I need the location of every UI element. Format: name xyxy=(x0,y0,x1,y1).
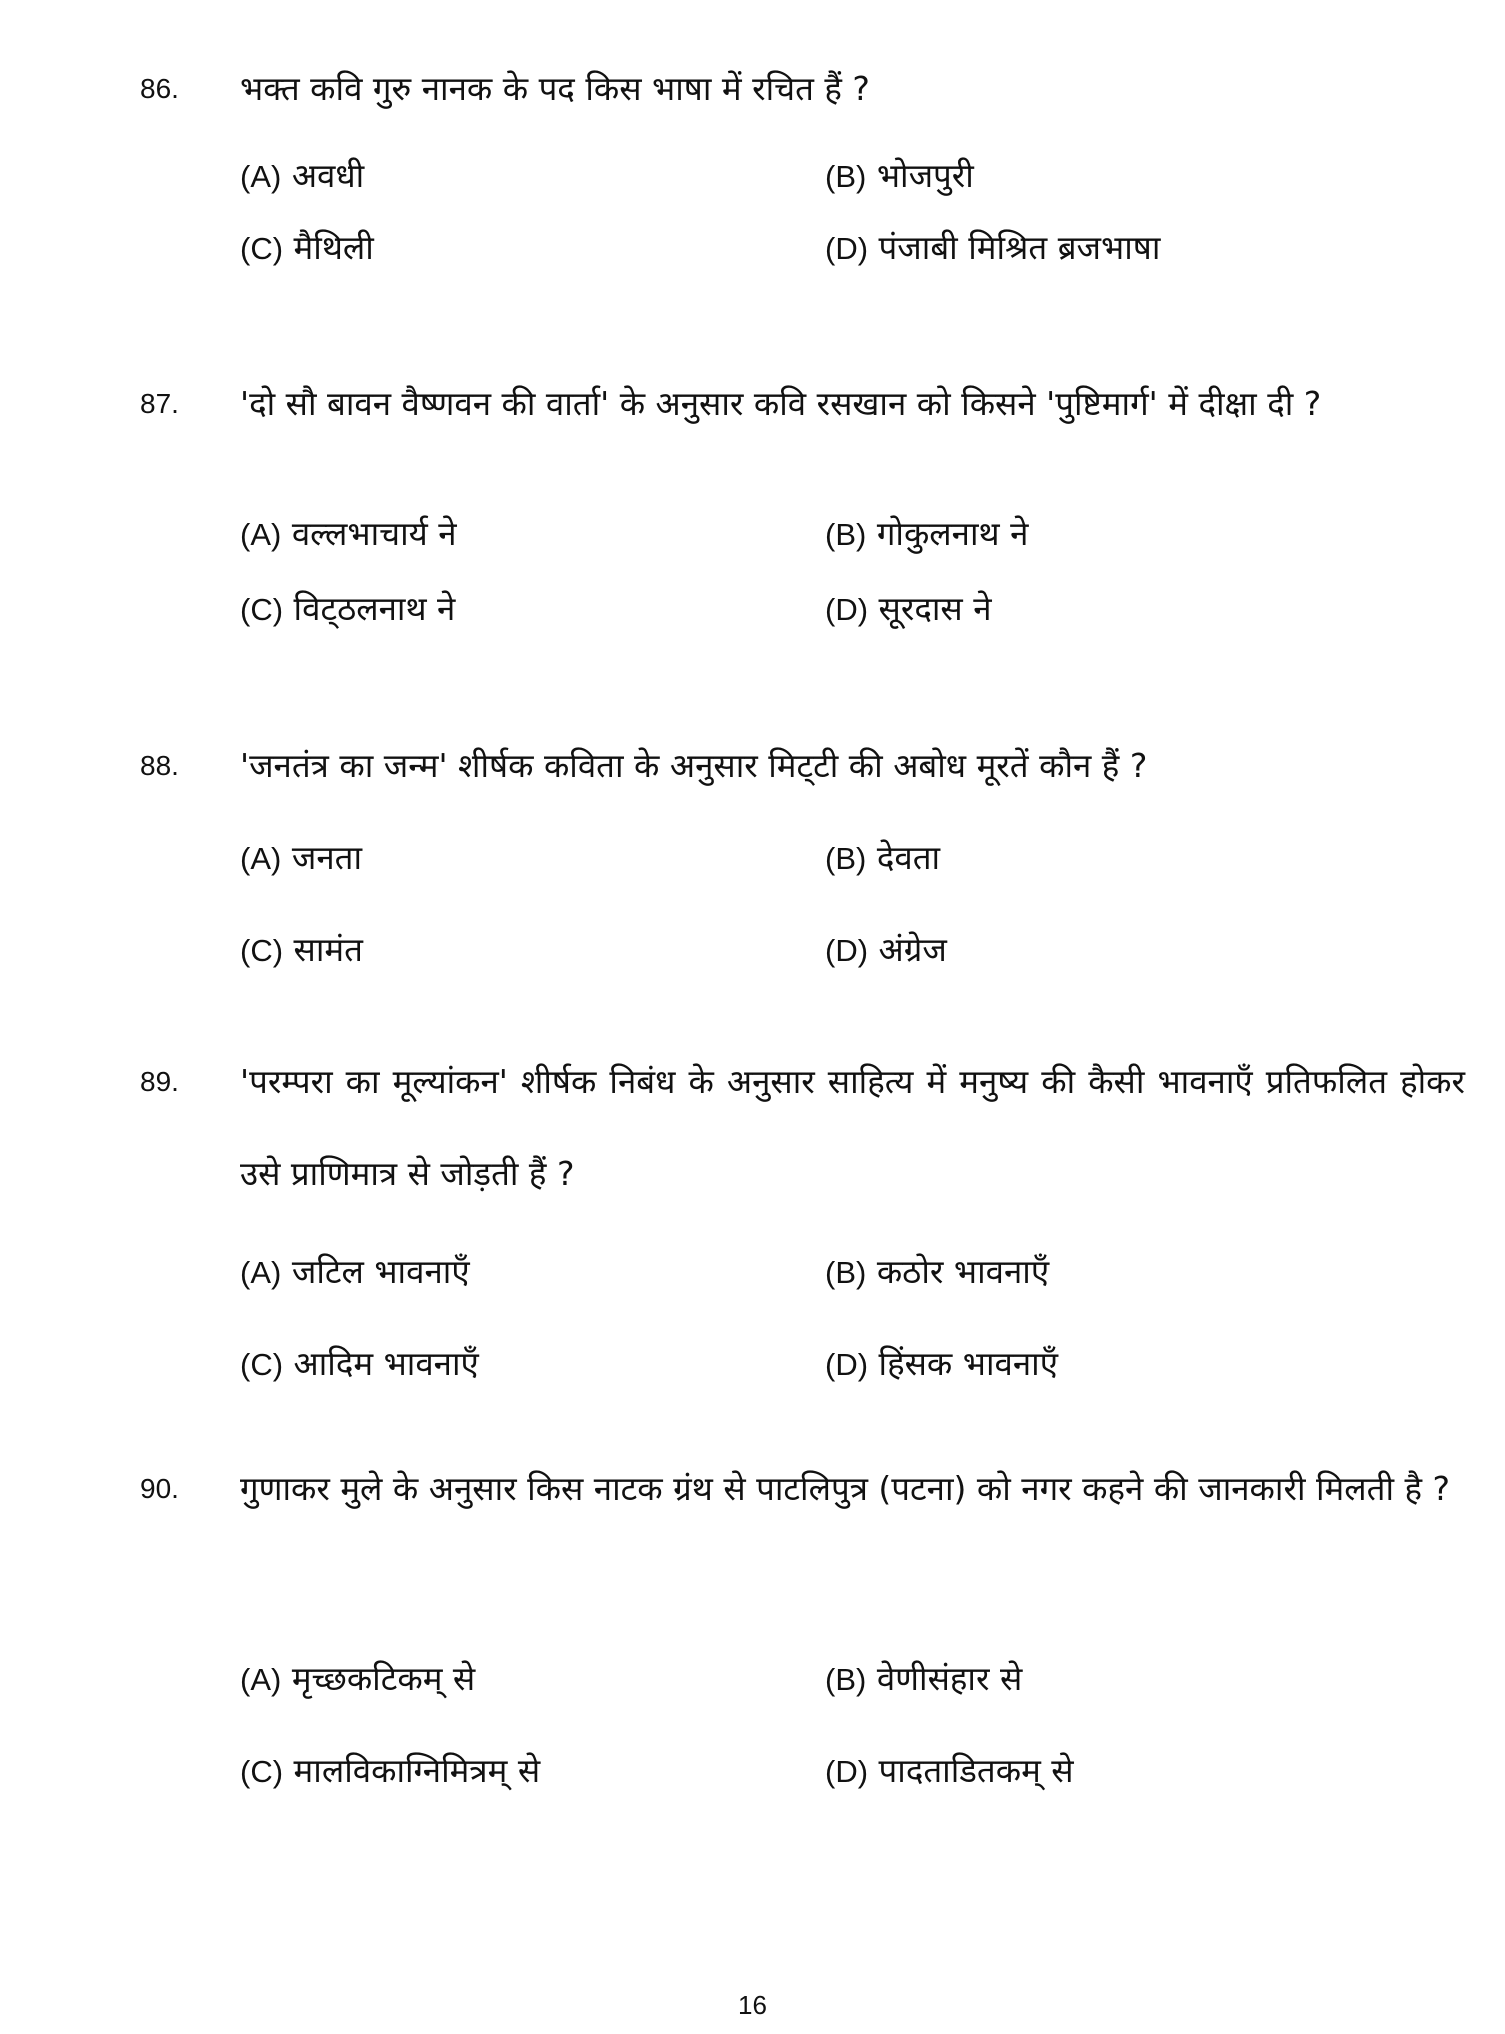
option-text: अवधी xyxy=(291,156,365,195)
question-text: 'जनतंत्र का जन्म' शीर्षक कविता के अनुसार मिट्‌टी की अबोध मूरतें कौन हैं ? xyxy=(240,746,1148,785)
option-letter: (B) xyxy=(825,841,867,876)
question-text: गुणाकर मुले के अनुसार किस नाटक ग्रंथ से पाटलिपुत्र (पटना) को नगर कहने की जानकारी मिलती है ? xyxy=(240,1469,1451,1508)
option-c[interactable] xyxy=(240,585,455,634)
option-letter: (A) xyxy=(240,1255,282,1290)
option-a[interactable] xyxy=(240,152,364,201)
question-text: 'दो सौ बावन वैष्णवन की वार्ता' के अनुसार कवि रसखान को किसने 'पुष्टिमार्ग' में दीक्षा दी ? xyxy=(240,384,1322,423)
option-letter: (C) xyxy=(240,1754,284,1789)
option-letter: (B) xyxy=(825,1662,867,1697)
option-a[interactable] xyxy=(240,834,362,883)
question-number: 86. xyxy=(140,73,179,104)
option-text: वेणीसंहार से xyxy=(876,1659,1023,1698)
option-text: जनता xyxy=(291,838,362,877)
option-letter: (C) xyxy=(240,592,284,627)
option-text: मृच्छकटिकम् से xyxy=(291,1659,476,1698)
option-b[interactable] xyxy=(825,510,1028,559)
option-a[interactable] xyxy=(240,510,457,559)
option-letter: (B) xyxy=(825,517,867,552)
option-text: मालविकाग्निमित्रम् से xyxy=(293,1751,541,1790)
option-letter: (D) xyxy=(825,592,869,627)
option-text: पंजाबी मिश्रित ब्रजभाषा xyxy=(878,228,1161,267)
option-letter: (B) xyxy=(825,1255,867,1290)
option-letter: (A) xyxy=(240,1662,282,1697)
option-letter: (C) xyxy=(240,1347,284,1382)
option-letter: (D) xyxy=(825,933,869,968)
option-text: पादताडितकम् से xyxy=(878,1751,1074,1790)
page-number: 16 xyxy=(738,1990,767,2020)
option-letter: (C) xyxy=(240,231,284,266)
option-d[interactable] xyxy=(825,926,947,975)
option-b[interactable] xyxy=(825,834,940,883)
option-text: भोजपुरी xyxy=(876,156,974,195)
option-d[interactable] xyxy=(825,224,1160,273)
question-number: 90. xyxy=(140,1473,179,1504)
question-text: भक्त कवि गुरु नानक के पद किस भाषा में रचित हैं ? xyxy=(240,69,870,108)
option-letter: (A) xyxy=(240,841,282,876)
option-letter: (C) xyxy=(240,933,284,968)
option-a[interactable] xyxy=(240,1655,475,1704)
option-text: वल्लभाचार्य ने xyxy=(291,514,457,553)
option-letter: (A) xyxy=(240,159,282,194)
option-d[interactable] xyxy=(825,1747,1074,1796)
option-text: हिंसक भावनाएँ xyxy=(878,1344,1058,1383)
option-text: मैथिली xyxy=(293,228,374,267)
option-letter: (D) xyxy=(825,231,869,266)
option-letter: (D) xyxy=(825,1347,869,1382)
option-c[interactable] xyxy=(240,1340,479,1389)
option-b[interactable] xyxy=(825,152,974,201)
option-text: अंग्रेज xyxy=(878,930,947,969)
option-c[interactable] xyxy=(240,224,374,273)
option-letter: (A) xyxy=(240,517,282,552)
option-text: सूरदास ने xyxy=(878,589,992,628)
option-c[interactable] xyxy=(240,926,363,975)
option-a[interactable] xyxy=(240,1248,470,1297)
option-text: गोकुलनाथ ने xyxy=(876,514,1029,553)
option-letter: (B) xyxy=(825,159,867,194)
option-d[interactable] xyxy=(825,1340,1058,1389)
option-d[interactable] xyxy=(825,585,992,634)
option-b[interactable] xyxy=(825,1655,1022,1704)
option-text: सामंत xyxy=(293,930,363,969)
option-c[interactable] xyxy=(240,1747,540,1796)
question-number: 87. xyxy=(140,388,179,419)
option-text: देवता xyxy=(876,838,941,877)
option-text: आदिम भावनाएँ xyxy=(293,1344,479,1383)
question-number: 89. xyxy=(140,1066,179,1097)
option-text: विट्‌ठलनाथ ने xyxy=(293,589,456,628)
option-text: कठोर भावनाएँ xyxy=(876,1252,1050,1291)
question-number: 88. xyxy=(140,750,179,781)
option-b[interactable] xyxy=(825,1248,1049,1297)
question-text: 'परम्परा का मूल्यांकन' शीर्षक निबंध के अनुसार साहित्य में मनुष्य की कैसी भावनाएँ प्रतिफलित होकर उसे प्राणिमात्र से जोड़ती हैं ? xyxy=(240,1062,1465,1193)
option-text: जटिल भावनाएँ xyxy=(291,1252,470,1291)
option-letter: (D) xyxy=(825,1754,869,1789)
